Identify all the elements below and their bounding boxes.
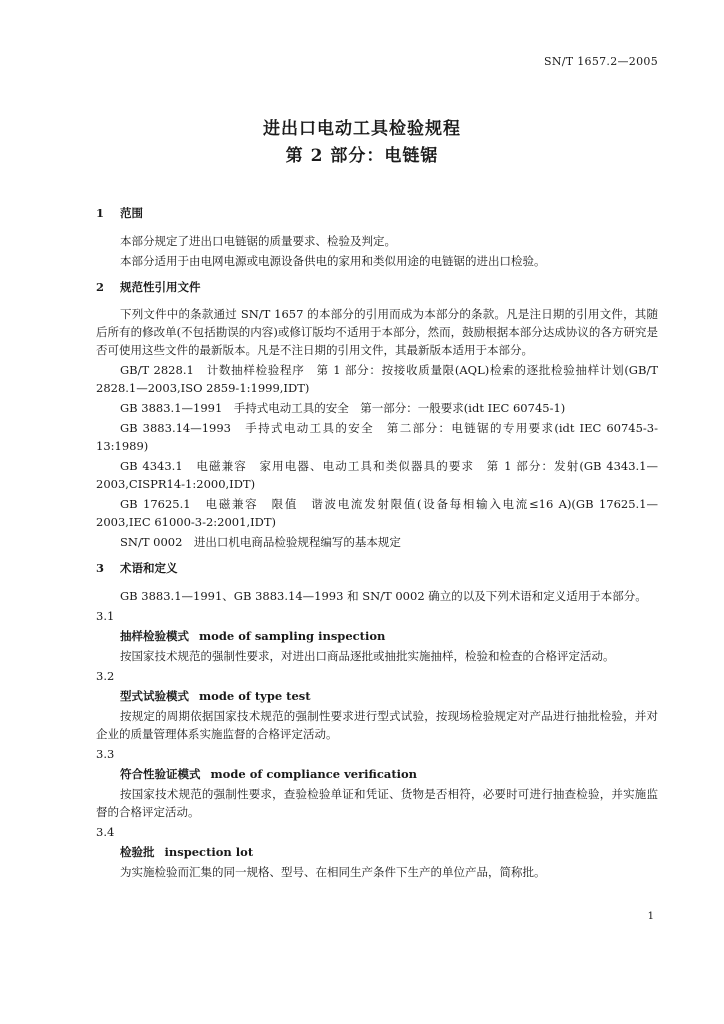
term-definition: 按国家技术规范的强制性要求，对进出口商品逐批或抽批实施抽样，检验和检查的合格评定活动。 [120, 648, 615, 663]
term-en: mode of sampling inspection [199, 628, 386, 643]
document-title: 进出口电动工具检验规程 [263, 119, 461, 139]
reference-item: GB 3883.1—1991 手持式电动工具的安全 第一部分：一般要求(idt IEC 60745-1) [120, 401, 566, 416]
section-number: 2 [96, 279, 105, 294]
section-number: 1 [96, 206, 105, 220]
reference-item: GB 3883.14—1993 手持式电动工具的安全 第二部分：电链锯的专用要求(idt IEC 60745-3-13:1989) [96, 421, 658, 454]
paragraph: 本部分规定了进出口电链锯的质量要求、检验及判定。 [120, 233, 396, 248]
term-en: mode of type test [199, 688, 311, 703]
clause-number: 3.1 [96, 608, 115, 623]
clause-number: 3.4 [96, 824, 115, 839]
section-title: 范围 [120, 206, 143, 220]
paragraph: 本部分适用于由电网电源或电源设备供电的家用和类似用途的电链锯的进出口检验。 [120, 253, 546, 268]
clause-number: 3.3 [96, 746, 115, 761]
clause-number: 3.2 [96, 668, 115, 683]
term-zh: 型式试验模式 [120, 688, 189, 703]
term-zh: 抽样检验模式 [120, 628, 189, 643]
term-heading [96, 843, 658, 861]
section-title: 规范性引用文件 [120, 279, 201, 294]
reference-item: GB/T 2828.1 计数抽样检验程序 第 1 部分：按接收质量限(AQL)检索的逐批检验抽样计划(GB/T 2828.1—2003,ISO 2859-1:1999,IDT) [96, 363, 658, 396]
section-3-heading [96, 561, 658, 577]
document-body [96, 206, 658, 883]
term-zh: 检验批 [120, 844, 155, 859]
reference-item: SN/T 0002 进出口机电商品检验规程编写的基本规定 [120, 535, 401, 550]
document-subtitle: 第 2 部分：电链锯 [285, 146, 439, 166]
term-zh: 符合性验证模式 [120, 766, 201, 781]
term-definition: 按规定的周期依据国家技术规范的强制性要求进行型式试验，按现场检验规定对产品进行抽批检验，并对企业的质量管理体系实施监督的合格评定活动。 [96, 708, 658, 741]
section-title: 术语和定义 [120, 561, 178, 576]
term-definition: 为实施检验而汇集的同一规格、型号、在相同生产条件下生产的单位产品，简称批。 [120, 864, 546, 879]
term-en: inspection lot [164, 844, 254, 859]
term-heading [96, 627, 658, 645]
term-heading [96, 765, 658, 783]
section-1-heading [96, 206, 658, 222]
term-heading [96, 687, 658, 705]
page-number: 1 [647, 911, 654, 922]
term-en: mode of compliance verification [210, 766, 418, 781]
standard-number: SN/T 1657.2—2005 [544, 55, 658, 68]
term-definition: 按国家技术规范的强制性要求，查验检验单证和凭证、货物是否相符，必要时可进行抽查检验，并实施监督的合格评定活动。 [96, 786, 658, 819]
section-2-heading [96, 280, 658, 296]
paragraph: GB 3883.1—1991、GB 3883.14—1993 和 SN/T 0002 确立的以及下列术语和定义适用于本部分。 [120, 588, 647, 603]
reference-item: GB 17625.1 电磁兼容 限值 谐波电流发射限值(设备每相输入电流≤16 A)(GB 17625.1—2003,IEC 61000-3-2:2001,IDT) [96, 497, 658, 530]
section-number: 3 [96, 561, 105, 576]
paragraph: 下列文件中的条款通过 SN/T 1657 的本部分的引用而成为本部分的条款。凡是注日期的引用文件，其随后所有的修改单(不包括勘误的内容)或修订版均不适用于本部分，然而，鼓励根据本部分达成协议的各方研究是否可使用这些文件的最新版本。凡是不注日期的引用文件，其最新版本适用于本部分。 [96, 307, 658, 358]
reference-item: GB 4343.1 电磁兼容 家用电器、电动工具和类似器具的要求 第 1 部分：发射(GB 4343.1—2003,CISPR14-1:2000,IDT) [96, 459, 658, 492]
